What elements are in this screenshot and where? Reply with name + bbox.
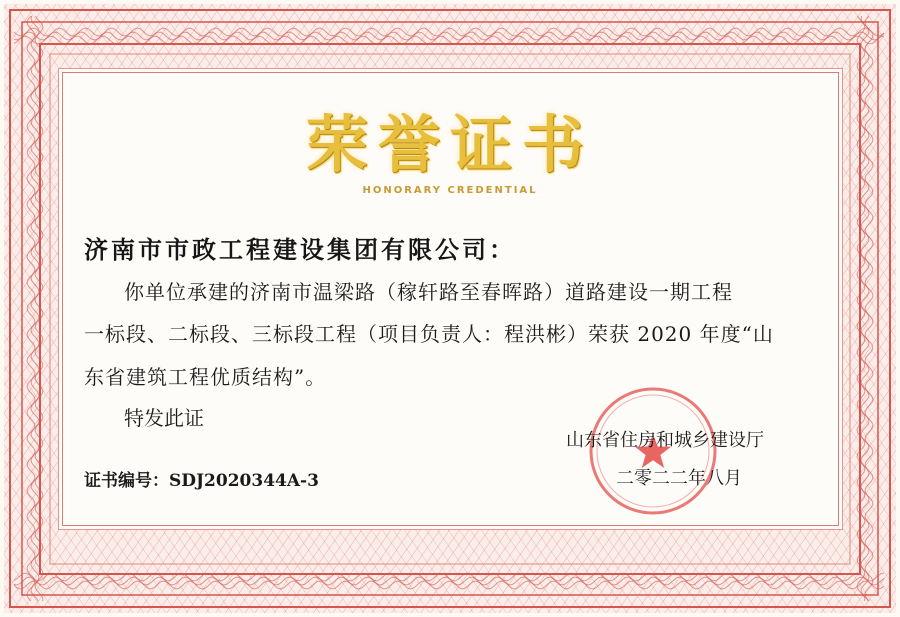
certificate-title: 荣誉证书 xyxy=(305,108,594,181)
recipient-name: 济南市市政工程建设集团有限公司： xyxy=(84,235,516,264)
certificate-subtitle: HONORARY CREDENTIAL xyxy=(362,185,538,196)
certificate-number: 证书编号：SDJ2020344A-3 xyxy=(84,471,319,491)
body-line-1: 你单位承建的济南市温梁路（稼轩路至春晖路）道路建设一期工程 xyxy=(124,280,733,304)
issuing-authority: 山东省住房和城乡建设厅 xyxy=(566,430,764,451)
issue-date: 二零二二年八月 xyxy=(616,468,742,489)
body-line-3: 东省建筑工程优质结构”。 xyxy=(84,365,327,389)
body-line-2: 一标段、二标段、三标段工程（项目负责人：程洪彬）荣获 2020 年度“山 xyxy=(84,322,774,346)
certificate-conclusion: 特发此证 xyxy=(124,406,204,430)
